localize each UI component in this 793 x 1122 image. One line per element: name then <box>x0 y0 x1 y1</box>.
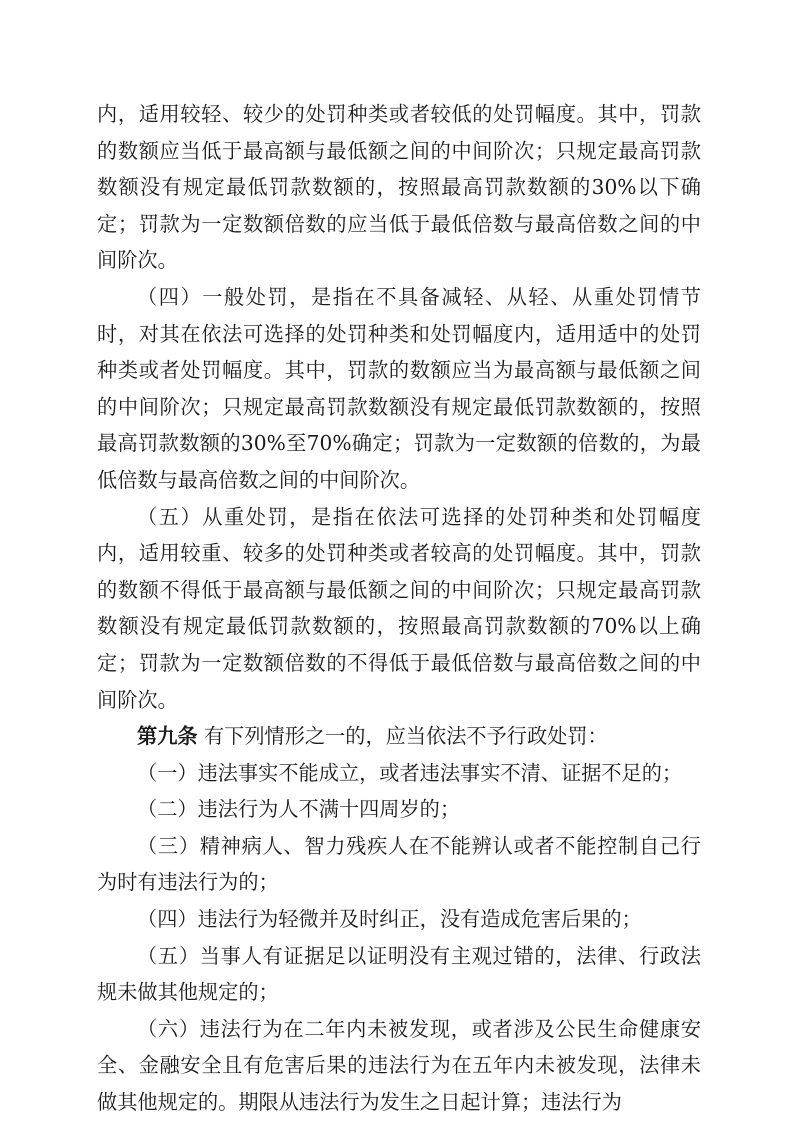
paragraph-item-3: （三）精神病人、智力残疾人在不能辨认或者不能控制自己行为时有违法行为的； <box>97 833 701 895</box>
article-label: 第九条 <box>137 724 198 749</box>
paragraph-heavier-penalty: （五）从重处罚，是指在依法可选择的处罚种类和处罚幅度内，适用较重、较多的处罚种类或者较高的处罚幅度。其中，罚款的数额不得低于最高额与最低额之间的中间阶次；只规定最高罚款数额没有规定最低罚款数额的，按照最高罚款数额的70%以上确定；罚款为一定数额倍数的不得低于最低倍数与最高倍数之间的中间阶次。 <box>97 504 701 712</box>
article-nine-text: 有下列情形之一的，应当依法不予行政处罚： <box>197 724 608 749</box>
paragraph-general-penalty: （四）一般处罚，是指在不具备减轻、从轻、从重处罚情节时，对其在依法可选择的处罚种类和处罚幅度内，适用适中的处罚种类或者处罚幅度。其中，罚款的数额应当为最高额与最低额之间的中间阶次；只规定最高罚款数额没有规定最低罚款数额的，按照最高罚款数额的30%至70%确定；罚款为一定数额的倍数的，为最低倍数与最高倍数之间的中间阶次。 <box>97 284 701 492</box>
paragraph-item-2: （二）违法行为人不满十四周岁的； <box>137 797 461 822</box>
paragraph-continuation: 内，适用较轻、较少的处罚种类或者较低的处罚幅度。其中，罚款的数额应当低于最高额与最低额之间的中间阶次；只规定最高罚款数额没有规定最低罚款数额的，按照最高罚款数额的30%以下确定；罚款为一定数额倍数的应当低于最低倍数与最高倍数之间的中间阶次。 <box>97 102 701 273</box>
paragraph-item-6: （六）违法行为在二年内未被发现，或者涉及公民生命健康安全、金融安全且有危害后果的违法行为在五年内未被发现，法律未做其他规定的。期限从违法行为发生之日起计算；违法行为 <box>97 1016 701 1115</box>
document-body <box>97 96 701 1121</box>
paragraph-item-5: （五）当事人有证据足以证明没有主观过错的，法律、行政法规未做其他规定的； <box>97 943 701 1005</box>
paragraph-item-4: （四）违法行为轻微并及时纠正，没有造成危害后果的； <box>137 907 642 932</box>
paragraph-item-1: （一）违法事实不能成立，或者违法事实不清、证据不足的； <box>137 760 683 785</box>
paragraph-article-nine <box>97 718 701 755</box>
